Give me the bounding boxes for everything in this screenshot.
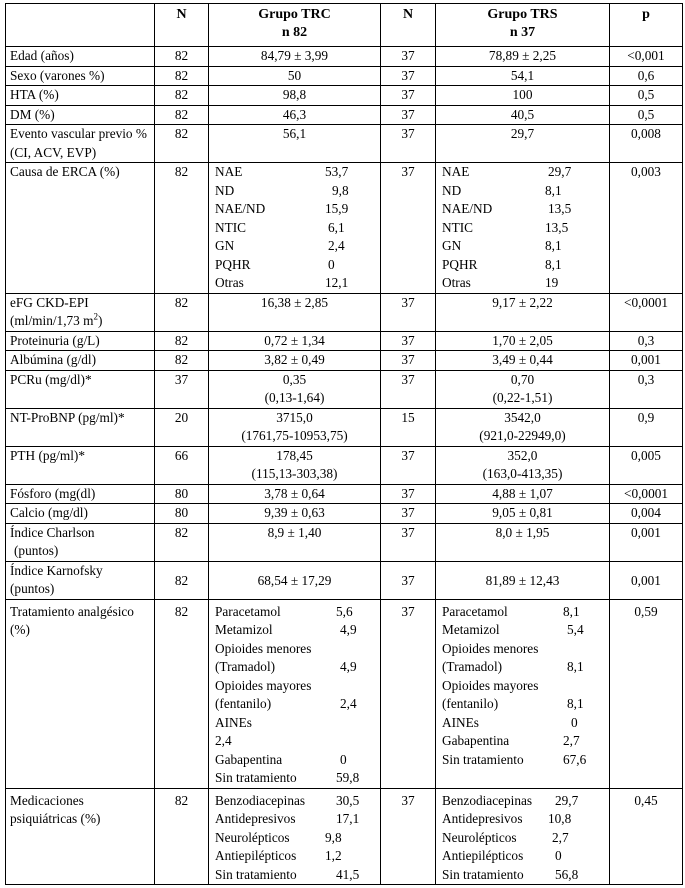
row-label: DM (%) [6, 105, 155, 125]
group2-value: 29,7 [436, 125, 610, 163]
table-row [6, 47, 683, 67]
list-item: Benzodiacepinas 29,7 [442, 792, 579, 808]
list-item: Antiepilépticos 1,2 [215, 848, 342, 863]
row-label: HTA (%) [6, 86, 155, 106]
group1-value: 9,39 ± 0,63 [209, 504, 381, 524]
group2-value: 78,89 ± 2,25 [436, 47, 610, 67]
group2-title: Grupo TRS [487, 7, 558, 22]
header-p: p [610, 4, 683, 47]
n1-cell: 80 [155, 484, 209, 504]
header-row [6, 4, 683, 47]
table-row [6, 331, 683, 351]
n1-cell: 82 [155, 523, 209, 561]
group2-value: 100 [436, 86, 610, 106]
group1-value: 46,3 [209, 105, 381, 125]
group2-value: 352,0 (163,0-413,35) [436, 446, 610, 484]
row-label: Causa de ERCA (%) [6, 163, 155, 294]
p-value: <0,001 [610, 47, 683, 67]
row-label: Medicaciones psiquiátricas (%) [6, 788, 155, 885]
row-label: Sexo (varones %) [6, 66, 155, 86]
group2-value: 8,0 ± 1,95 [436, 523, 610, 561]
list-item: Sin tratamiento 56,8 [442, 866, 579, 882]
list-item: Neurolépticos 2,7 [442, 829, 569, 845]
list-item: NAE/ND 15,9 [215, 201, 349, 216]
p-value: <0,0001 [610, 293, 683, 331]
p-value: 0,6 [610, 66, 683, 86]
n2-cell: 37 [381, 105, 436, 125]
list-item: ND 9,8 [215, 182, 349, 198]
n2-cell: 37 [381, 86, 436, 106]
table-row [6, 370, 683, 408]
group1-value [209, 599, 381, 788]
p-value: 0,3 [610, 331, 683, 351]
row-label: Tratamiento analgésico (%) [6, 599, 155, 788]
p-value: 0,45 [610, 788, 683, 885]
n1-cell: 82 [155, 331, 209, 351]
row-label: NT-ProBNP (pg/ml)* [6, 408, 155, 446]
group1-value: 3,78 ± 0,64 [209, 484, 381, 504]
table-row [6, 163, 683, 294]
p-value: 0,001 [610, 561, 683, 599]
row-label: PTH (pg/ml)* [6, 446, 155, 484]
group2-n: n 37 [509, 25, 536, 40]
n2-cell: 37 [381, 599, 436, 788]
row-label: Edad (años) [6, 47, 155, 67]
group1-value: 16,38 ± 2,85 [209, 293, 381, 331]
group1-value: 178,45 (115,13-303,38) [209, 446, 381, 484]
header-group1 [209, 4, 381, 47]
row-label: Albúmina (g/dl) [6, 351, 155, 371]
n2-cell: 37 [381, 351, 436, 371]
header-n1: N [155, 4, 209, 47]
header-empty [6, 4, 155, 47]
list-item: AINEs [215, 714, 252, 730]
group2-value: 4,88 ± 1,07 [436, 484, 610, 504]
n2-cell: 37 [381, 504, 436, 524]
table-row [6, 293, 683, 331]
list-item: Opioides menores [215, 640, 312, 656]
group2-value: 1,70 ± 2,05 [436, 331, 610, 351]
p-value: <0,0001 [610, 484, 683, 504]
table-row [6, 86, 683, 106]
group1-n: n 82 [281, 25, 308, 40]
group2-value: 40,5 [436, 105, 610, 125]
n1-cell: 82 [155, 599, 209, 788]
header-group2 [436, 4, 610, 47]
list-item: Opioides mayores [442, 677, 539, 693]
group1-value [209, 788, 381, 885]
group2-value: 0,70 (0,22-1,51) [436, 370, 610, 408]
list-item: Sin tratamiento 41,5 [215, 866, 360, 882]
list-item: Neurolépticos 9,8 [215, 829, 342, 845]
p-value: 0,5 [610, 105, 683, 125]
table-row [6, 561, 683, 599]
list-item: NAE 29,7 [442, 164, 572, 179]
list-item: Metamizol 5,4 [442, 622, 584, 637]
n2-cell: 37 [381, 331, 436, 351]
n1-cell: 20 [155, 408, 209, 446]
list-item: NAE/ND 13,5 [442, 201, 572, 216]
p-value: 0,001 [610, 523, 683, 561]
p-value: 0,005 [610, 446, 683, 484]
group2-value [436, 163, 610, 294]
group2-value [436, 788, 610, 885]
list-item: NTIC 13,5 [442, 219, 569, 235]
p-value: 0,004 [610, 504, 683, 524]
table-row [6, 788, 683, 885]
list-item: (Tramadol) 4,9 [215, 659, 357, 674]
p-value: 0,008 [610, 125, 683, 163]
list-item: Opioides mayores [215, 677, 312, 693]
list-item: Paracetamol 8,1 [442, 603, 580, 619]
p-value: 0,5 [610, 86, 683, 106]
group1-title: Grupo TRC [258, 7, 331, 22]
list-item: 2,4 [215, 733, 232, 748]
n1-cell: 82 [155, 293, 209, 331]
list-item: Sin tratamiento 59,8 [215, 770, 360, 785]
table-row [6, 351, 683, 371]
table-row [6, 446, 683, 484]
group1-value: 56,1 [209, 125, 381, 163]
list-item: (fentanilo) 2,4 [215, 696, 357, 711]
list-item: Otras 19 [442, 275, 559, 290]
list-item: Otras 12,1 [215, 275, 349, 290]
group2-value: 3542,0 (921,0-22949,0) [436, 408, 610, 446]
row-label: Calcio (mg/dl) [6, 504, 155, 524]
list-item: NAE 53,7 [215, 164, 349, 179]
list-item: Gabapentina 2,7 [442, 733, 580, 748]
p-value: 0,001 [610, 351, 683, 371]
list-item: Gabapentina 0 [215, 751, 347, 767]
row-label: Fósforo (mg(dl) [6, 484, 155, 504]
table-row [6, 523, 683, 561]
n1-cell: 82 [155, 66, 209, 86]
n1-cell: 66 [155, 446, 209, 484]
list-item: GN 8,1 [442, 238, 562, 253]
n2-cell: 37 [381, 47, 436, 67]
group2-value: 54,1 [436, 66, 610, 86]
n2-cell: 37 [381, 66, 436, 86]
n2-cell: 37 [381, 788, 436, 885]
list-item: Paracetamol 5,6 [215, 603, 353, 619]
n2-cell: 37 [381, 163, 436, 294]
n2-cell: 15 [381, 408, 436, 446]
list-item: Antidepresivos 10,8 [442, 811, 572, 826]
n1-cell: 82 [155, 47, 209, 67]
group1-value: 84,79 ± 3,99 [209, 47, 381, 67]
list-item: AINEs 0 [442, 714, 578, 730]
p-value: 0,9 [610, 408, 683, 446]
n2-cell: 37 [381, 446, 436, 484]
n1-cell: 82 [155, 561, 209, 599]
table-row [6, 125, 683, 163]
list-item: Benzodiacepinas 30,5 [215, 792, 360, 808]
list-item: Antidepresivos 17,1 [215, 811, 360, 826]
n1-cell: 82 [155, 105, 209, 125]
table-row [6, 599, 683, 788]
n2-cell: 37 [381, 484, 436, 504]
row-label: eFG CKD-EPI (ml/min/1,73 $m^2$) [6, 293, 155, 331]
row-label: Índice Karnofsky (puntos) [6, 561, 155, 599]
group1-value: 0,72 ± 1,34 [209, 331, 381, 351]
n2-cell: 37 [381, 523, 436, 561]
list-item: (fentanilo) 8,1 [442, 696, 584, 711]
group2-value [436, 599, 610, 788]
group1-value: 68,54 ± 17,29 [209, 561, 381, 599]
header-n2: N [381, 4, 436, 47]
list-item: (Tramadol) 8,1 [442, 659, 584, 674]
group1-value: 0,35 (0,13-1,64) [209, 370, 381, 408]
n2-cell: 37 [381, 293, 436, 331]
row-label: Evento vascular previo % (CI, ACV, EVP) [6, 125, 155, 163]
p-value: 0,003 [610, 163, 683, 294]
group2-value: 81,89 ± 12,43 [436, 561, 610, 599]
list-item: GN 2,4 [215, 238, 345, 253]
list-item: Antiepilépticos 0 [442, 848, 562, 863]
p-value: 0,59 [610, 599, 683, 788]
group1-value [209, 163, 381, 294]
n2-cell: 37 [381, 125, 436, 163]
n1-cell: 82 [155, 788, 209, 885]
group1-value: 50 [209, 66, 381, 86]
n1-cell: 80 [155, 504, 209, 524]
group2-value: 3,49 ± 0,44 [436, 351, 610, 371]
n2-cell: 37 [381, 561, 436, 599]
list-item: PQHR 0 [215, 256, 335, 272]
group1-value: 8,9 ± 1,40 [209, 523, 381, 561]
n1-cell: 82 [155, 163, 209, 294]
row-label: PCRu (mg/dl)* [6, 370, 155, 408]
list-item: ND 8,1 [442, 182, 562, 198]
n2-cell: 37 [381, 370, 436, 408]
table-row [6, 484, 683, 504]
list-item: NTIC 6,1 [215, 219, 345, 235]
row-label: Proteinuria (g/L) [6, 331, 155, 351]
n1-cell: 37 [155, 370, 209, 408]
n1-cell: 82 [155, 86, 209, 106]
list-item: Metamizol 4,9 [215, 622, 357, 637]
table-row [6, 408, 683, 446]
n1-cell: 82 [155, 125, 209, 163]
list-item: PQHR 8,1 [442, 256, 562, 272]
table-row [6, 66, 683, 86]
list-item: Sin tratamiento 67,6 [442, 751, 587, 767]
comparison-table [5, 3, 683, 885]
list-item: Opioides menores [442, 640, 539, 656]
group1-value: 3,82 ± 0,49 [209, 351, 381, 371]
group1-value: 98,8 [209, 86, 381, 106]
group2-value: 9,17 ± 2,22 [436, 293, 610, 331]
p-value: 0,3 [610, 370, 683, 408]
table-row [6, 504, 683, 524]
table-row [6, 105, 683, 125]
row-label: Índice Charlson (puntos) [6, 523, 155, 561]
group2-value: 9,05 ± 0,81 [436, 504, 610, 524]
n1-cell: 82 [155, 351, 209, 371]
group1-value: 3715,0 (1761,75-10953,75) [209, 408, 381, 446]
